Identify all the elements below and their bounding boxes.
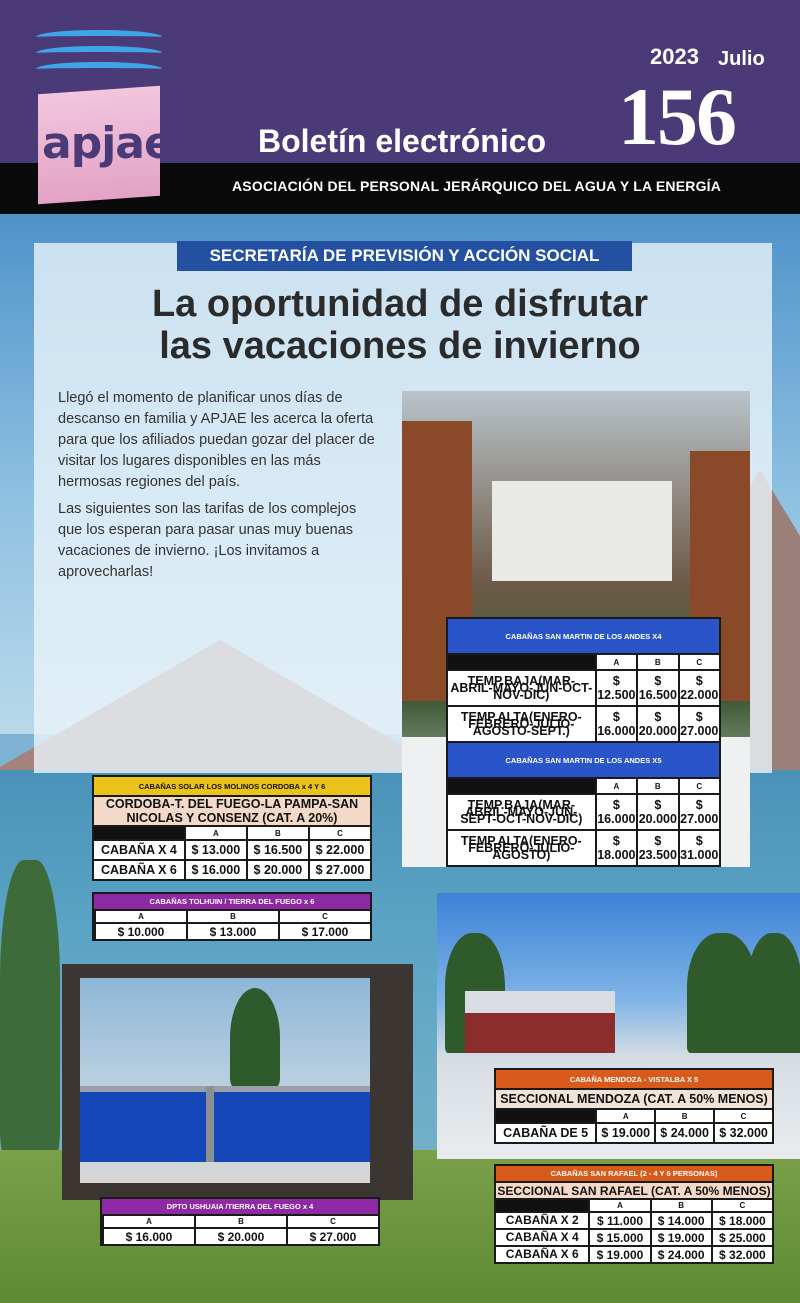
row-label: CABAÑA X 6: [496, 1247, 588, 1262]
col-a: A: [96, 911, 186, 922]
table-ushuaia: [100, 1197, 380, 1246]
issue-year: 2023: [650, 44, 699, 69]
price-cell: $ 22.000: [310, 841, 370, 859]
price-cell: $ 19.000: [597, 1124, 654, 1142]
col-c: C: [680, 779, 719, 793]
wave-icon: [36, 30, 162, 44]
price-cell: $ 16.000: [104, 1229, 194, 1244]
apjae-logo: [32, 30, 173, 200]
price-cell: $ 27.000: [310, 861, 370, 879]
col-a: A: [186, 827, 246, 839]
tree: [747, 933, 800, 1053]
col-c: C: [280, 911, 370, 922]
price-cell: $ 16.000: [186, 861, 246, 879]
price-cell: $ 19.000: [590, 1247, 649, 1262]
price-cell: $ 20.000: [638, 707, 677, 741]
issue-month: Julio: [718, 48, 765, 70]
price-cell: $ 13.000: [188, 924, 278, 939]
logo-text: apjae: [42, 118, 173, 169]
tree-left: [0, 860, 60, 1160]
col-c: C: [715, 1110, 772, 1122]
table-title: DPTO USHUAIA /TIERRA DEL FUEGO x 4: [102, 1199, 378, 1214]
price-cell: $ 20.000: [248, 861, 308, 879]
price-cell: $ 25.000: [713, 1230, 772, 1245]
col-b: B: [656, 1110, 713, 1122]
table-subtitle: SECCIONAL SAN RAFAEL (CAT. A 50% MENOS): [497, 1183, 771, 1198]
price-cell: $ 16.500: [248, 841, 308, 859]
bulletin-title: Boletín electrónico: [258, 123, 547, 159]
table-mendoza: [494, 1068, 774, 1144]
wave-icon: [36, 62, 162, 76]
price-cell: $ 15.000: [590, 1230, 649, 1245]
balcony-glass: [80, 1086, 370, 1162]
headline: [60, 283, 740, 367]
table-solar-los-molinos: [92, 775, 372, 881]
price-cell: $ 23.500: [638, 831, 677, 865]
intro-text: [58, 388, 380, 589]
table-title: CABAÑAS TOLHUIN / TIERRA DEL FUEGO x 6: [94, 894, 370, 909]
row-label: CABAÑA DE 5: [496, 1124, 595, 1142]
price-cell: $ 20.000: [638, 795, 677, 829]
col-c: C: [310, 827, 370, 839]
intro-paragraph: Las siguientes son las tarifas de los complejos que los esperan para pasar unas muy buenas vacaciones de invierno. ¡Los invitamos a aprovecharlas!: [58, 501, 357, 580]
price-cell: $ 32.000: [713, 1247, 772, 1262]
price-cell: $ 17.000: [280, 924, 370, 939]
row-label: CABAÑA X 6: [94, 861, 184, 879]
blank-cell: [448, 655, 595, 669]
col-a: A: [597, 779, 636, 793]
col-c: C: [713, 1200, 772, 1211]
section-tag: SECRETARÍA DE PREVISIÓN Y ACCIÓN SOCIAL: [177, 241, 632, 271]
price-cell: $ 24.000: [652, 1247, 711, 1262]
intro-paragraph: Llegó el momento de planificar unos días de descanso en familia y APJAE les acerca la oferta para que los afiliados puedan gozar del placer de visitar los lugares disponibles en las más hermosas regiones del país.: [58, 390, 375, 490]
price-cell: $ 31.000: [680, 831, 719, 865]
table-subtitle: CORDOBA-T. DEL FUEGO-LA PAMPA-SAN NICOLAS Y CONSENZ (CAT. A 20%): [94, 797, 370, 825]
price-cell: $ 14.000: [652, 1213, 711, 1228]
col-a: A: [597, 1110, 654, 1122]
col-b: B: [248, 827, 308, 839]
price-cell: $ 27.000: [680, 795, 719, 829]
table-title: CABAÑAS SOLAR LOS MOLINOS CORDOBA x 4 Y 6: [94, 777, 370, 795]
col-b: B: [638, 779, 677, 793]
headline-line: las vacaciones de invierno: [159, 325, 641, 367]
blank-cell: [94, 827, 184, 839]
col-b: B: [196, 1216, 286, 1227]
price-cell: $ 18.000: [597, 831, 636, 865]
row-label: TEMP.BAJA(MAR-ABRIL-MAYO-JUN-OCT-NOV-DIC): [448, 671, 595, 705]
col-b: B: [652, 1200, 711, 1211]
price-cell: $ 20.000: [196, 1229, 286, 1244]
row-label: TEMP.ALTA(ENERO-FEBRERO-JULIO-AGOSTO-SEPT.): [448, 707, 595, 741]
table-title: CABAÑAS SAN MARTIN DE LOS ANDES X4: [448, 619, 719, 653]
price-cell: $ 16.000: [597, 795, 636, 829]
balcony-divider: [206, 1086, 214, 1162]
table-san-rafael: [494, 1164, 774, 1264]
price-cell: $ 11.000: [590, 1213, 649, 1228]
row-label: TEMP.ALTA(ENERO-FEBRERO-JULIO-AGOSTO): [448, 831, 595, 865]
table-title: CABAÑA MENDOZA - VISTALBA X 5: [496, 1070, 772, 1088]
row-label: CABAÑA X 4: [496, 1230, 588, 1245]
table-tolhuin: [92, 892, 372, 941]
blank-cell: [448, 779, 595, 793]
col-a: A: [104, 1216, 194, 1227]
headline-line: La oportunidad de disfrutar: [151, 283, 649, 325]
table-title: CABAÑAS SAN RAFAEL (2 - 4 Y 6 PERSONAS): [496, 1166, 772, 1181]
tree: [230, 988, 280, 1088]
row-label: CABAÑA X 4: [94, 841, 184, 859]
price-cell: $ 27.000: [680, 707, 719, 741]
row-label: TEMP.BAJA(MAR-ABRIL-MAYO-JUN-SEPT-OCT-NOV-DIC): [448, 795, 595, 829]
wave-icon: [36, 46, 162, 60]
row-label: CABAÑA X 2: [496, 1213, 588, 1228]
blank-cell: [496, 1200, 588, 1211]
issue-number: 156: [618, 71, 735, 162]
price-cell: $ 16.000: [597, 707, 636, 741]
price-cell: $ 32.000: [715, 1124, 772, 1142]
price-cell: $ 13.000: [186, 841, 246, 859]
price-cell: $ 10.000: [96, 924, 186, 939]
blank-cell: [496, 1110, 595, 1122]
col-c: C: [680, 655, 719, 669]
table-san-martin: [446, 617, 721, 867]
association-name: ASOCIACIÓN DEL PERSONAL JERÁRQUICO DEL AGUA Y LA ENERGÍA: [232, 178, 722, 194]
col-b: B: [188, 911, 278, 922]
col-a: A: [597, 655, 636, 669]
price-cell: $ 18.000: [713, 1213, 772, 1228]
window-view: [80, 978, 370, 1183]
table-title: CABAÑAS SAN MARTIN DE LOS ANDES X5: [448, 743, 719, 777]
price-cell: $ 12.500: [597, 671, 636, 705]
col-b: B: [638, 655, 677, 669]
price-cell: $ 27.000: [288, 1229, 378, 1244]
col-c: C: [288, 1216, 378, 1227]
cabin-house: [465, 1013, 615, 1053]
price-cell: $ 22.000: [680, 671, 719, 705]
photo-ushuaia-window: [62, 964, 413, 1200]
price-cell: $ 19.000: [652, 1230, 711, 1245]
price-cell: $ 16.500: [638, 671, 677, 705]
price-cell: $ 24.000: [656, 1124, 713, 1142]
cabin-center: [492, 481, 672, 581]
table-subtitle: SECCIONAL MENDOZA (CAT. A 50% MENOS): [496, 1090, 772, 1108]
col-a: A: [590, 1200, 649, 1211]
